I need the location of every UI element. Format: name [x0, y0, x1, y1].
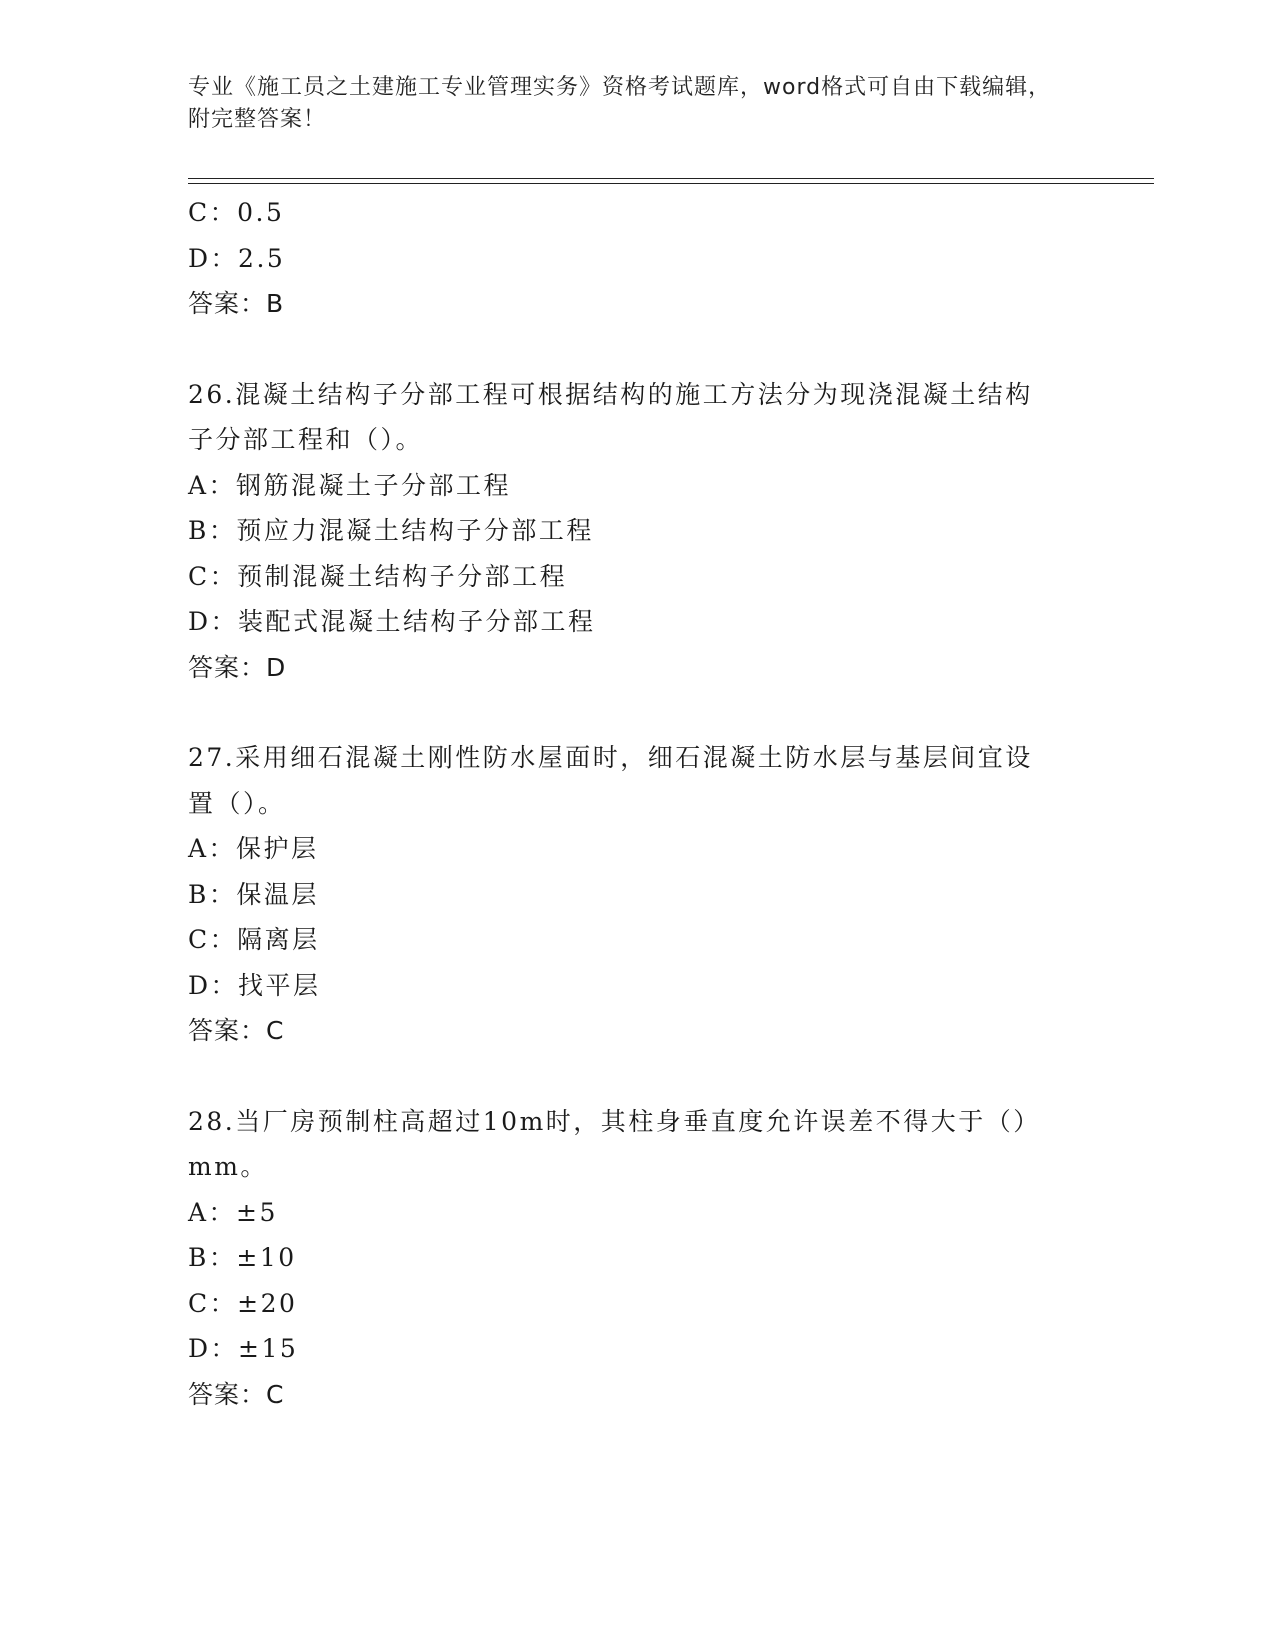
option-d: D：找平层	[188, 970, 321, 1000]
option-d: D：±15	[188, 1334, 299, 1363]
option-a: A：保护层	[188, 834, 319, 863]
option-b: B：保温层	[188, 879, 319, 909]
question-stem-line1: 28.当厂房预制柱高超过10m时，其柱身垂直度允许误差不得大于（）	[188, 1106, 1041, 1136]
question-stem-line2: mm。	[188, 1152, 268, 1181]
question-stem-line1: 26.混凝土结构子分部工程可根据结构的施工方法分为现浇混凝土结构	[188, 379, 1033, 409]
option-b: B：±10	[188, 1243, 297, 1272]
document-header	[188, 72, 1068, 136]
option-c: C：预制混凝土结构子分部工程	[188, 561, 568, 591]
question-stem-line2: 子分部工程和（）。	[188, 425, 424, 454]
question-content	[188, 190, 1088, 1417]
option-b: B：预应力混凝土结构子分部工程	[188, 516, 594, 545]
header-rule-top	[188, 178, 1154, 179]
option-c: C：隔离层	[188, 925, 320, 954]
option-c: C：0.5	[188, 198, 285, 227]
option-a: A：±5	[188, 1197, 278, 1227]
answer-line: 答案：C	[188, 1379, 285, 1409]
question-28	[188, 1099, 1088, 1418]
question-stem-line2: 置（）。	[188, 788, 286, 818]
question-27	[188, 735, 1088, 1054]
option-d: D：装配式混凝土结构子分部工程	[188, 607, 596, 636]
answer-line: 答案：B	[188, 289, 285, 318]
option-c: C：±20	[188, 1288, 298, 1318]
question-26	[188, 372, 1088, 691]
answer-line: 答案：C	[188, 1016, 285, 1045]
option-d: D：2.5	[188, 243, 286, 273]
question-stem-line1: 27.采用细石混凝土刚性防水屋面时，细石混凝土防水层与基层间宜设	[188, 743, 1033, 772]
header-rule-bottom	[188, 183, 1154, 184]
option-a: A：钢筋混凝土子分部工程	[188, 470, 512, 500]
answer-line: 答案：D	[188, 652, 287, 682]
previous-question-tail	[188, 190, 1088, 327]
header-text: 专业《施工员之土建施工专业管理实务》资格考试题库，word格式可自由下载编辑，附完整答案！	[188, 75, 1052, 132]
